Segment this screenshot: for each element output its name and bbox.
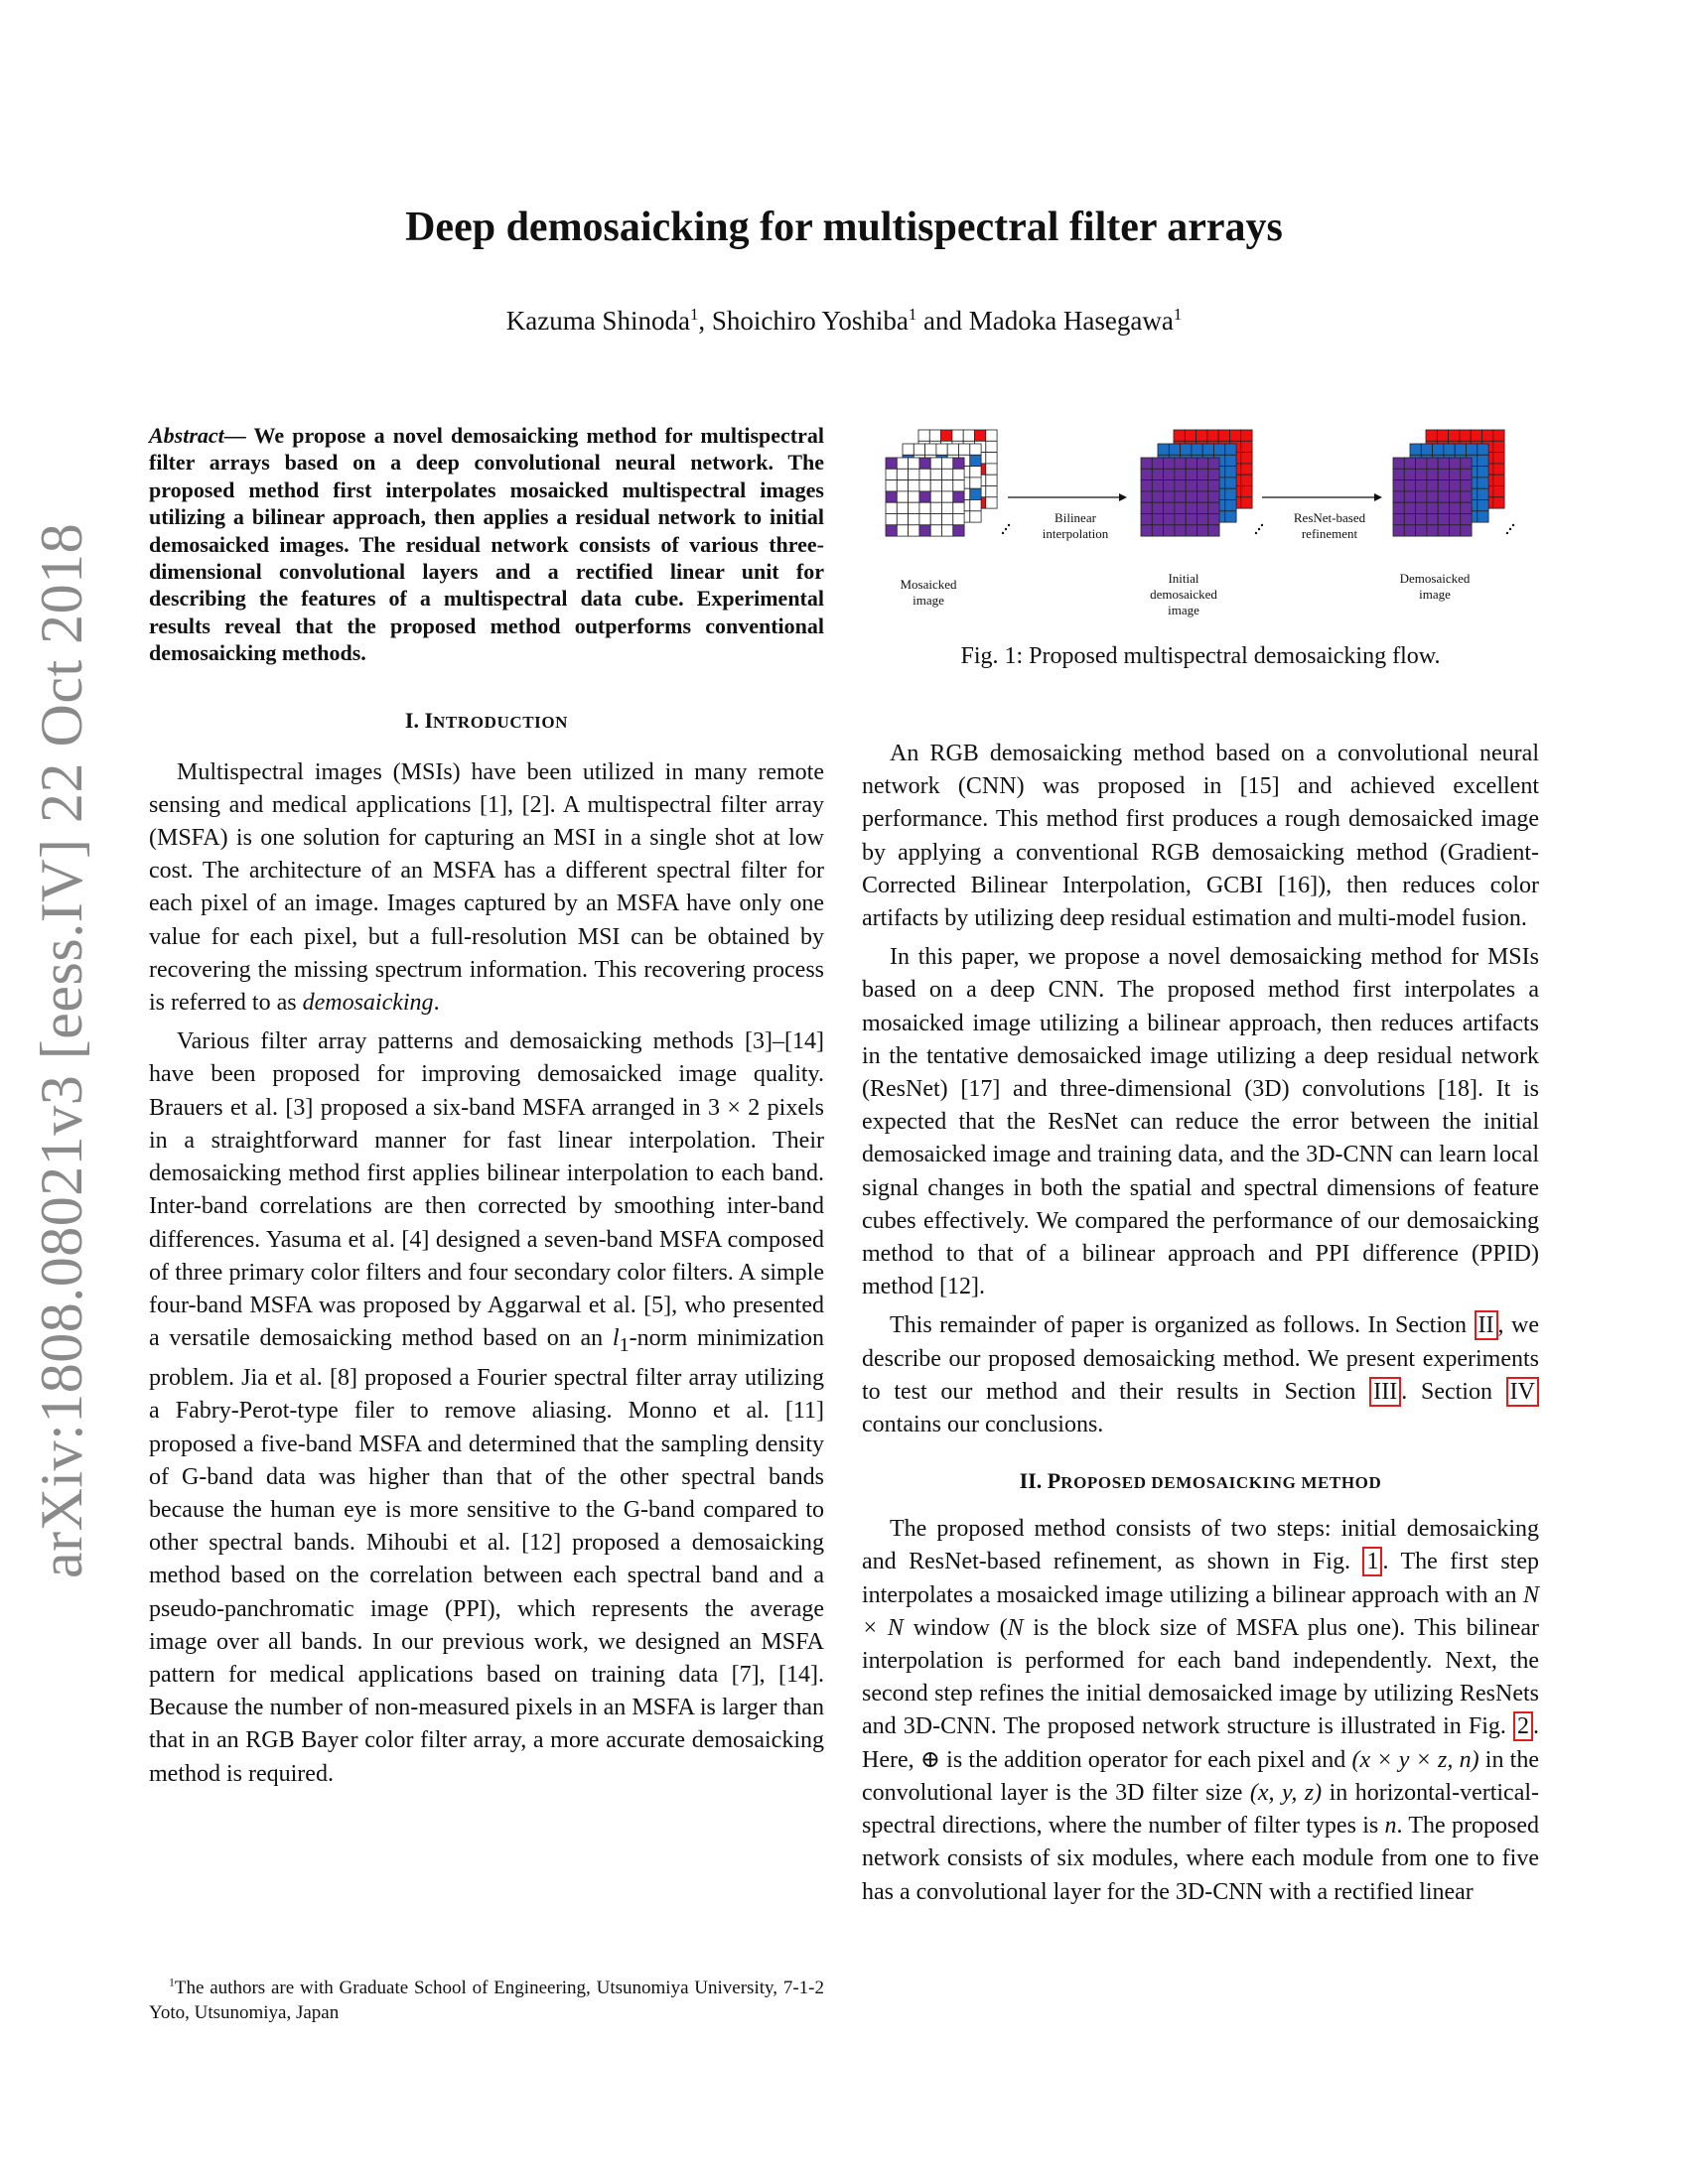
final-layer-purple: [1393, 458, 1472, 536]
author-list: [149, 306, 1539, 337]
figure-1-caption: Fig. 1: Proposed multispectral demosaicking flow.: [960, 643, 1441, 669]
section-ref-iii[interactable]: III: [1369, 1377, 1401, 1407]
author-3: and Madoka Hasegawa: [916, 306, 1174, 336]
abstract-text: — We propose a novel demosaicking method for multispectral filter arrays based on a deep convolutional neural network. The proposed method first interpolates mosaicked multispectral images utilizing a bilinear approach, then applies a residual network to initial demosaicked images. The residual network consists of various three-dimensional convolutional layers and a rectified linear unit for describing the features of a multispectral data cube. Experimental results reveal that the proposed method outperforms conventional demosaicking methods.: [149, 423, 824, 666]
label-mosaicked-image: image: [913, 593, 944, 608]
paper-title: Deep demosaicking for multispectral filter arrays: [405, 205, 1283, 250]
author-2: , Shoichiro Yoshiba: [698, 306, 909, 336]
figure-1-demosaicking-flow: [884, 422, 1539, 635]
ellipsis-dot: [1005, 528, 1007, 530]
section-heading-introduction: I. INTRODUCTION: [404, 707, 569, 733]
right-paragraph-3: This remainder of paper is organized as follows. In Section II , we describe our proposed demosaicking method. We present experiments to test our method and their results in Section III . Section IV contains our conclusions.: [862, 1312, 1539, 1438]
initial-layer-purple: [1141, 458, 1219, 536]
abstract: [149, 422, 824, 667]
resnet-arrow: [1262, 493, 1382, 501]
right-column: [862, 738, 1539, 1909]
right-paragraph-2: In this paper, we propose a novel demosaicking method for MSIs based on a deep CNN. The proposed method first interpolates a mosaicked image utilizing a bilinear approach, then reduces artifacts in the tentative demosaicked image utilizing a deep residual network (ResNet) [17] and three-dimensional (3D) convolutions [18]. It is expected that the ResNet can reduce the error between the initial demosaicked image and training data, and the 3D-CNN can learn local signal changes in both the spatial and spectral dimensions of feature cubes effectively. We compared the performance of our demosaicking method to that of a bilinear approach and PPI difference (PPID) method [12].: [862, 944, 1539, 1300]
bilinear-arrow: [1008, 493, 1127, 501]
label-resnet: ResNet-based: [1293, 510, 1366, 525]
ellipsis-dot: [1512, 524, 1514, 526]
ellipsis-dot: [1506, 532, 1508, 534]
label-bilinear: Bilinear: [1055, 510, 1096, 525]
ellipsis-dot: [1258, 528, 1260, 530]
ellipsis-dot: [1261, 524, 1263, 526]
initial-demosaicked-stack: [1141, 430, 1252, 536]
intro-paragraph-2: Various filter array patterns and demosaicking methods [3]–[14] have been proposed for improving demosaicked image quality. Brauers et al. [3] proposed a six-band MSFA arranged in 3 × 2 pixels in a straightforward manner for fast linear interpolation. Their demosaicking method first applies bilinear interpolation to each band. Inter-band correlations are then corrected by smoothing inter-band differences. Yasuma et al. [4] designed a seven-band MSFA composed of three primary color filters and four secondary color filters. A simple four-band MSFA was proposed by Aggarwal et al. [5], who presented a versatile demosaicking method based on an $l_1$-norm minimization problem. Jia et al. [8] proposed a Fourier spectral filter array utilizing a Fabry-Perot-type filer to remove aliasing. Monno et al. [11] proposed a five-band MSFA and determined that the sampling density of G-band data was higher than that of the other spectral bands because the human eye is more sensitive to the G-band compared to other spectral bands. Mihoubi et al. [12] proposed a demosaicking method based on the correlation between each spectral band and a pseudo-panchromatic image (PPI), which represents the average image over all bands. In our previous work, we designed an MSFA pattern for medical applications based on training data [7], [14]. Because the number of non-measured pixels in an MSFA is larger than that in an RGB Bayer color filter array, a more accurate demosaicking method is required.: [149, 1028, 824, 1787]
ellipsis-dot: [1509, 528, 1511, 530]
author-1: Kazuma Shinoda: [505, 306, 690, 336]
intro-paragraph-1: Multispectral images (MSIs) have been utilized in many remote sensing and medical applications [1], [2]. A multispectral filter array (MSFA) is one solution for capturing an MSI in a single shot at low cost. The architecture of an MSFA has a different spectral filter for each pixel of an image. Images captured by an MSFA have only one value for each pixel, but a full-resolution MSI can be obtained by recovering the missing spectrum information. This recovering process is referred to as demosaicking.: [149, 758, 824, 1017]
label-initial: Initial: [1168, 571, 1199, 586]
label-interpolation: interpolation: [1042, 526, 1109, 541]
abstract-label: Abstract: [149, 423, 224, 448]
method-paragraph-1: The proposed method consists of two steps: initial demosaicking and ResNet-based refinement, as shown in Fig. 1 . The first step interpolates a mosaicked image utilizing a bilinear approach with an N × N window (N is the block size of MSFA plus one). This bilinear interpolation is performed for each band independently. Next, the second step refines the initial demosaicked image by utilizing ResNets and 3D-CNN. The proposed network structure is illustrated in Fig. 2 . Here, ⊕ is the addition operator for each pixel and (x × y × z, n) in the convolutional layer is the 3D filter size (x, y, z) in horizontal-vertical-spectral directions, where the number of filter types is n. The proposed network consists of six modules, where each module from one to five has a convolutional layer for the 3D-CNN with a rectified linear: [862, 1516, 1540, 1905]
section-ref-iv[interactable]: IV: [1506, 1377, 1539, 1407]
label-initial-image: image: [1168, 603, 1199, 617]
affiliation-mark: 1: [1173, 305, 1183, 324]
affiliation-mark: 1: [689, 305, 699, 324]
footnote: $^1$The authors are with Graduate School of Engineering, Utsunomiya University, 7-1-2 Yoto, Utsunomiya, Japan: [149, 1976, 824, 2023]
label-demosaicked: Demosaicked: [1399, 571, 1471, 586]
emphasis-demosaicking: demosaicking: [302, 990, 434, 1017]
label-initial-demosaicked: demosaicked: [1150, 587, 1217, 602]
right-paragraph-1: An RGB demosaicking method based on a convolutional neural network (CNN) was proposed in [15] and achieved excellent performance. This method first produces a rough demosaicked image by applying a conventional RGB demosaicking method (Gradient-Corrected Bilinear Interpolation, GCBI [16]), then reduces color artifacts by utilizing deep residual estimation and multi-model fusion.: [862, 741, 1539, 932]
arxiv-identifier: arXiv:1808.08021v3 [eess.IV] 22 Oct 2018: [29, 522, 94, 1578]
affiliation-mark: 1: [908, 305, 917, 324]
section-ref-ii[interactable]: II: [1475, 1310, 1498, 1340]
label-mosaicked: Mosaicked: [900, 577, 957, 592]
figure-ref-1[interactable]: 1: [1362, 1547, 1382, 1576]
ellipsis-dot: [1002, 532, 1004, 534]
label-refinement: refinement: [1301, 526, 1358, 541]
ellipsis-dot: [1008, 524, 1010, 526]
label-demosaicked-image: image: [1419, 587, 1451, 602]
demosaicked-image-stack: [1393, 430, 1504, 536]
ellipsis-dot: [1255, 532, 1257, 534]
mosaicked-image-stack: [886, 430, 997, 536]
left-column: [149, 422, 824, 1791]
section-heading-proposed-method: II. PROPOSED DEMOSAICKING METHOD: [1019, 1468, 1382, 1494]
mosaic-layer-purple: [886, 458, 964, 536]
figure-ref-2[interactable]: 2: [1513, 1711, 1533, 1741]
